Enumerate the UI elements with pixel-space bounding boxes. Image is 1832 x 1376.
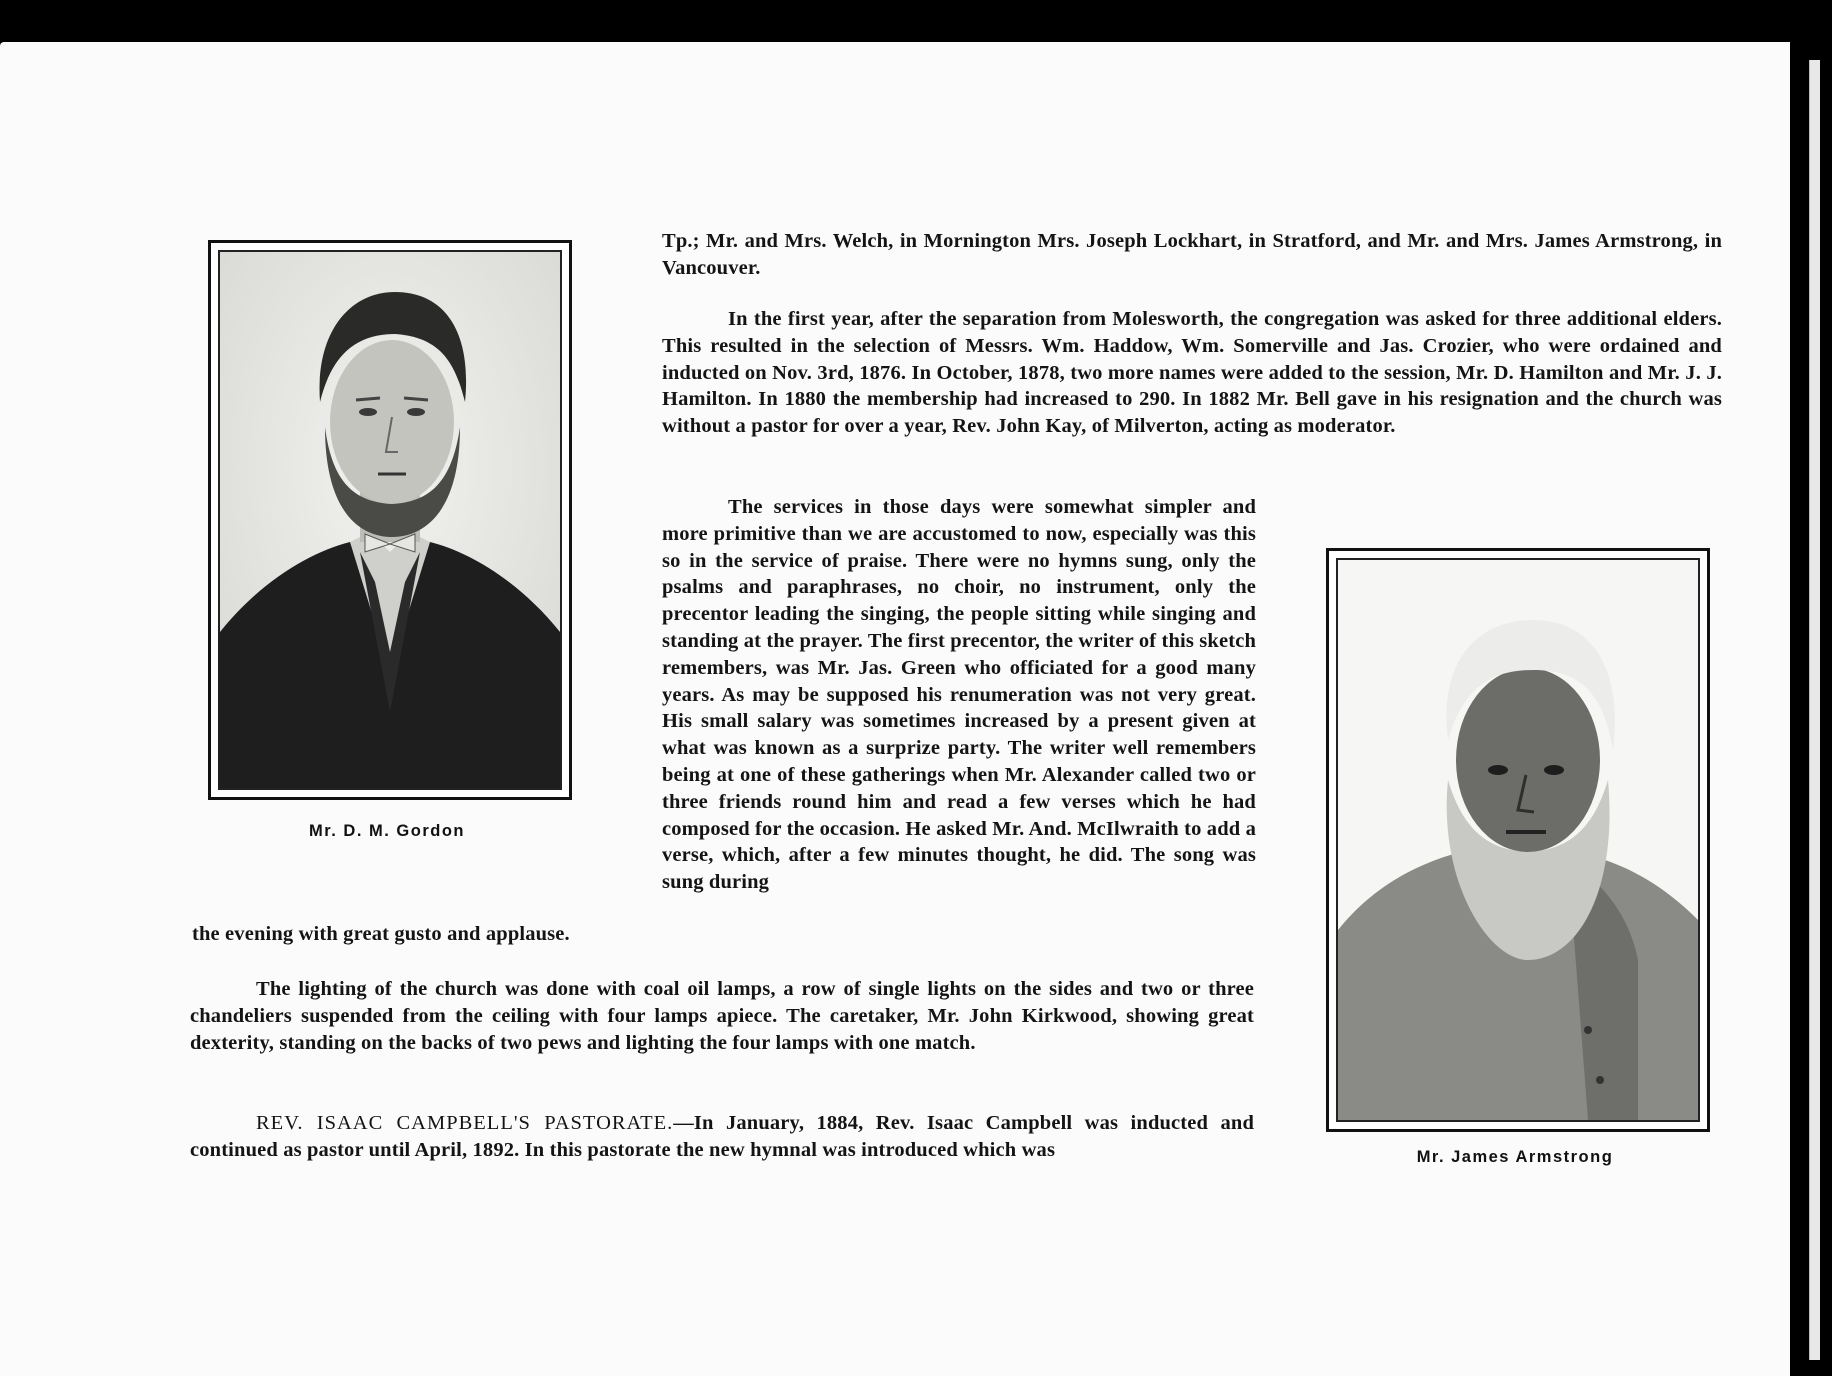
section-heading: REV. ISAAC CAMPBELL'S PASTORATE.: [256, 1112, 674, 1134]
paragraph-3: The services in those days were somewhat simpler and more primitive than we are accustomed to now, especially was this so in the service of praise. There were no hymns sung, only the psalms and paraphrases, no choir, no instrument, only the precentor leading the singing, the people sitting while singing and standing at the prayer. The first precentor, the writer of this sketch remembers, was Mr. Jas. Green who officiated for a good many years. As may be supposed his renumeration was not very great. His small salary was sometimes increased by a present given at what was known as a surprize party. The writer well remembers being at one of these gatherings when Mr. Alexander called two or three friends round him and read a few verses which he had composed for the occasion. He asked Mr. And. McIlwraith to add a verse, which, after a few minutes thought, he did. The song was sung during: [662, 496, 1256, 894]
portrait-image-armstrong: [1336, 558, 1700, 1122]
paragraph-1: Tp.; Mr. and Mrs. Welch, in Mornington Mrs. Joseph Lockhart, in Stratford, and Mr. and Mrs. James Armstrong, in Vancouver.: [662, 230, 1722, 279]
paragraph-5: [190, 1110, 1254, 1164]
portrait-photo-gordon: [208, 240, 572, 800]
paragraph-2: In the first year, after the separation from Molesworth, the congregation was asked for three additional elders. This resulted in the selection of Messrs. Wm. Haddow, Wm. Somerville and Jas. Crozier, who were ordained and inducted on Nov. 3rd, 1876. In October, 1878, two more names were added to the session, Mr. D. Hamilton and Mr. J. J. Hamilton. In 1880 the membership had increased to 290. In 1882 Mr. Bell gave in his resignation and the church was without a pastor for over a year, Rev. John Kay, of Milverton, acting as moderator.: [662, 308, 1722, 438]
page-edge: [1809, 60, 1820, 1360]
paragraph-4: The lighting of the church was done with coal oil lamps, a row of single lights on the sides and two or three chandeliers suspended from the ceiling with four lamps apiece. The caretaker, Mr. John Kirkwood, showing great dexterity, standing on the backs of two pews and lighting the four lamps with one match.: [190, 978, 1254, 1054]
paragraph-3-end: the evening with great gusto and applause.: [192, 923, 570, 945]
portrait-image-gordon: [218, 250, 562, 790]
caption-armstrong: Mr. James Armstrong: [1416, 1148, 1614, 1166]
caption-gordon: Mr. D. M. Gordon: [309, 822, 465, 840]
paragraph-5-body: —In January, 1884, Rev. Isaac Campbell was inducted and continued as pastor until April, 1892. In this pastorate the new hymnal was introduced which was: [190, 1112, 1254, 1161]
portrait-photo-armstrong: [1326, 548, 1710, 1132]
